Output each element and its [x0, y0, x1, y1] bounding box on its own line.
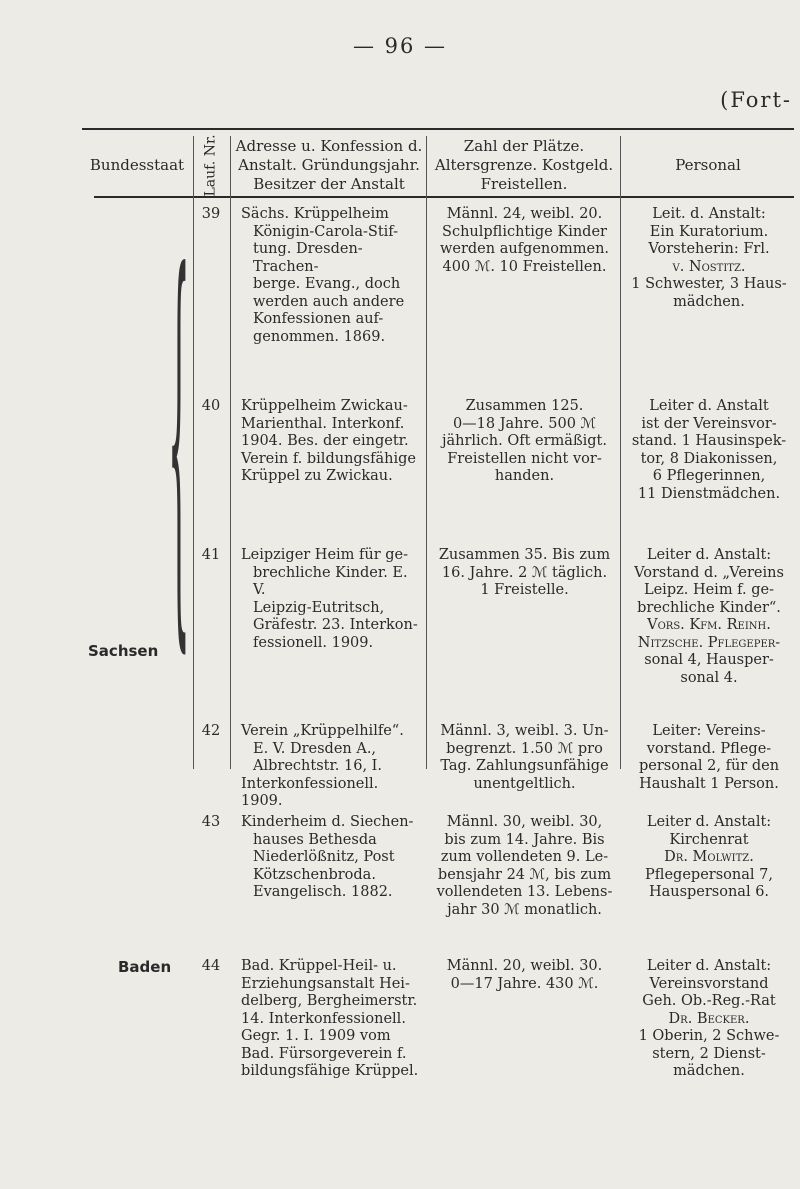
header-line: Adresse u. Konfession d. — [235, 136, 423, 155]
row-number: 41 — [201, 547, 221, 563]
header-line: Besitzer der Anstalt — [253, 174, 405, 193]
staff-info: Leiter d. Anstalt: Vereinsvorstand Geh. Ob.-Reg.-Rat Dr. Becker. 1 Oberin, 2 Schwe- stern, 2 Dienst- mädchen. — [638, 958, 780, 1079]
places-info: Zusammen 125. 0—18 Jahre. 500 ℳ jährlich. Oft ermäßigt. Freistellen nicht vor- handen. — [441, 398, 607, 484]
places-info: Männl. 24, weibl. 20. Schulpflichtige Kinder werden aufgenommen. 400 ℳ. 10 Freistellen. — [439, 206, 610, 275]
column-header-nr: Lauf. Nr. — [202, 133, 219, 197]
row-number: 42 — [201, 723, 221, 739]
row-number: 40 — [201, 398, 221, 414]
page-number: — 96 — — [352, 34, 448, 58]
sachsen-brace: { — [168, 194, 190, 698]
header-rule — [94, 196, 794, 198]
institution-address: Bad. Krüppel-Heil- u. Erziehungsanstalt Hei- delberg, Bergheimerstr. 14. Interkonfessionell. Gegr. 1. I. 1909 vom Bad. Fürsorgeverein f. bildungsfähige Krüppel. — [241, 958, 419, 1079]
staff-info: Leit. d. Anstalt: Ein Kuratorium. Vorsteherin: Frl. v. Nostitz. 1 Schwester, 3 Haus- mädchen. — [631, 206, 787, 310]
column-divider — [230, 136, 231, 769]
places-info: Männl. 30, weibl. 30, bis zum 14. Jahre. Bis zum vollendeten 9. Le- bensjahr 24 ℳ, bis zum vollendeten 13. Lebens- jahr 30 ℳ monatlich. — [436, 814, 613, 918]
row-number: 44 — [201, 958, 221, 974]
header-line: Anstalt. Gründungsjahr. — [238, 155, 420, 174]
header-line: Zahl der Plätze. — [463, 136, 585, 155]
continued-heading: (Fort- — [720, 88, 792, 112]
staff-info: Leiter d. Anstalt: Vorstand d. „Vereins Leipz. Heim f. ge- brechliche Kinder“. Vors. Kfm. Reinh. Nitzsche. Pflegeper- sonal 4, Hausper- sonal 4. — [634, 547, 784, 686]
column-divider — [193, 136, 194, 769]
header-line: Freistellen. — [480, 174, 568, 193]
staff-info: Leiter: Vereins- vorstand. Pflege- personal 2, für den Haushalt 1 Person. — [638, 723, 780, 792]
institution-address: Sächs. Krüppelheim Königin-Carola-Stif- tung. Dresden-Trachen- berge. Evang., doch werden auch andere Konfessionen auf- genommen. 1869. — [241, 206, 405, 345]
header-line: Altersgrenze. Kostgeld. — [434, 155, 614, 174]
institution-address: Verein „Krüppelhilfe“. E. V. Dresden A., Albrechtstr. 16, I. Interkonfessionell. 1909. — [241, 723, 404, 809]
column-header-places — [428, 135, 620, 195]
column-header-staff: Personal — [675, 155, 741, 174]
places-info: Zusammen 35. Bis zum 16. Jahre. 2 ℳ täglich. 1 Freistelle. — [438, 547, 611, 598]
institution-address: Krüppelheim Zwickau- Marienthal. Interkonf. 1904. Bes. der eingetr. Verein f. bildungsfähige Krüppel zu Zwickau. — [241, 398, 416, 484]
state-label-baden: Baden — [118, 958, 172, 976]
places-info: Männl. 20, weibl. 30. 0—17 Jahre. 430 ℳ. — [446, 958, 603, 992]
table-top-rule — [82, 128, 794, 130]
column-divider — [620, 136, 621, 769]
staff-info: Leiter d. Anstalt ist der Vereinsvor- stand. 1 Hausinspek- tor, 8 Diakonissen, 6 Pflegerinnen, 11 Dienstmädchen. — [631, 398, 787, 502]
column-divider — [426, 136, 427, 769]
institution-address: Leipziger Heim für ge- brechliche Kinder. E. V. Leipzig-Eutritsch, Gräfestr. 23. Interkon- fessionell. 1909. — [241, 547, 418, 651]
state-label-sachsen: Sachsen — [88, 642, 159, 660]
row-number: 39 — [201, 206, 221, 222]
places-info: Männl. 3, weibl. 3. Un- begrenzt. 1.50 ℳ pro Tag. Zahlungsunfähige unentgeltlich. — [440, 723, 609, 792]
column-header-state: Bundesstaat — [89, 155, 185, 174]
column-header-address — [234, 135, 424, 195]
row-number: 43 — [201, 814, 221, 830]
staff-info: Leiter d. Anstalt: Kirchenrat Dr. Molwitz. Pflegepersonal 7, Hauspersonal 6. — [645, 814, 773, 900]
institution-address: Kinderheim d. Siechen- hauses Bethesda Niederlößnitz, Post Kötzschenbroda. Evangelisch. 1882. — [241, 814, 414, 900]
